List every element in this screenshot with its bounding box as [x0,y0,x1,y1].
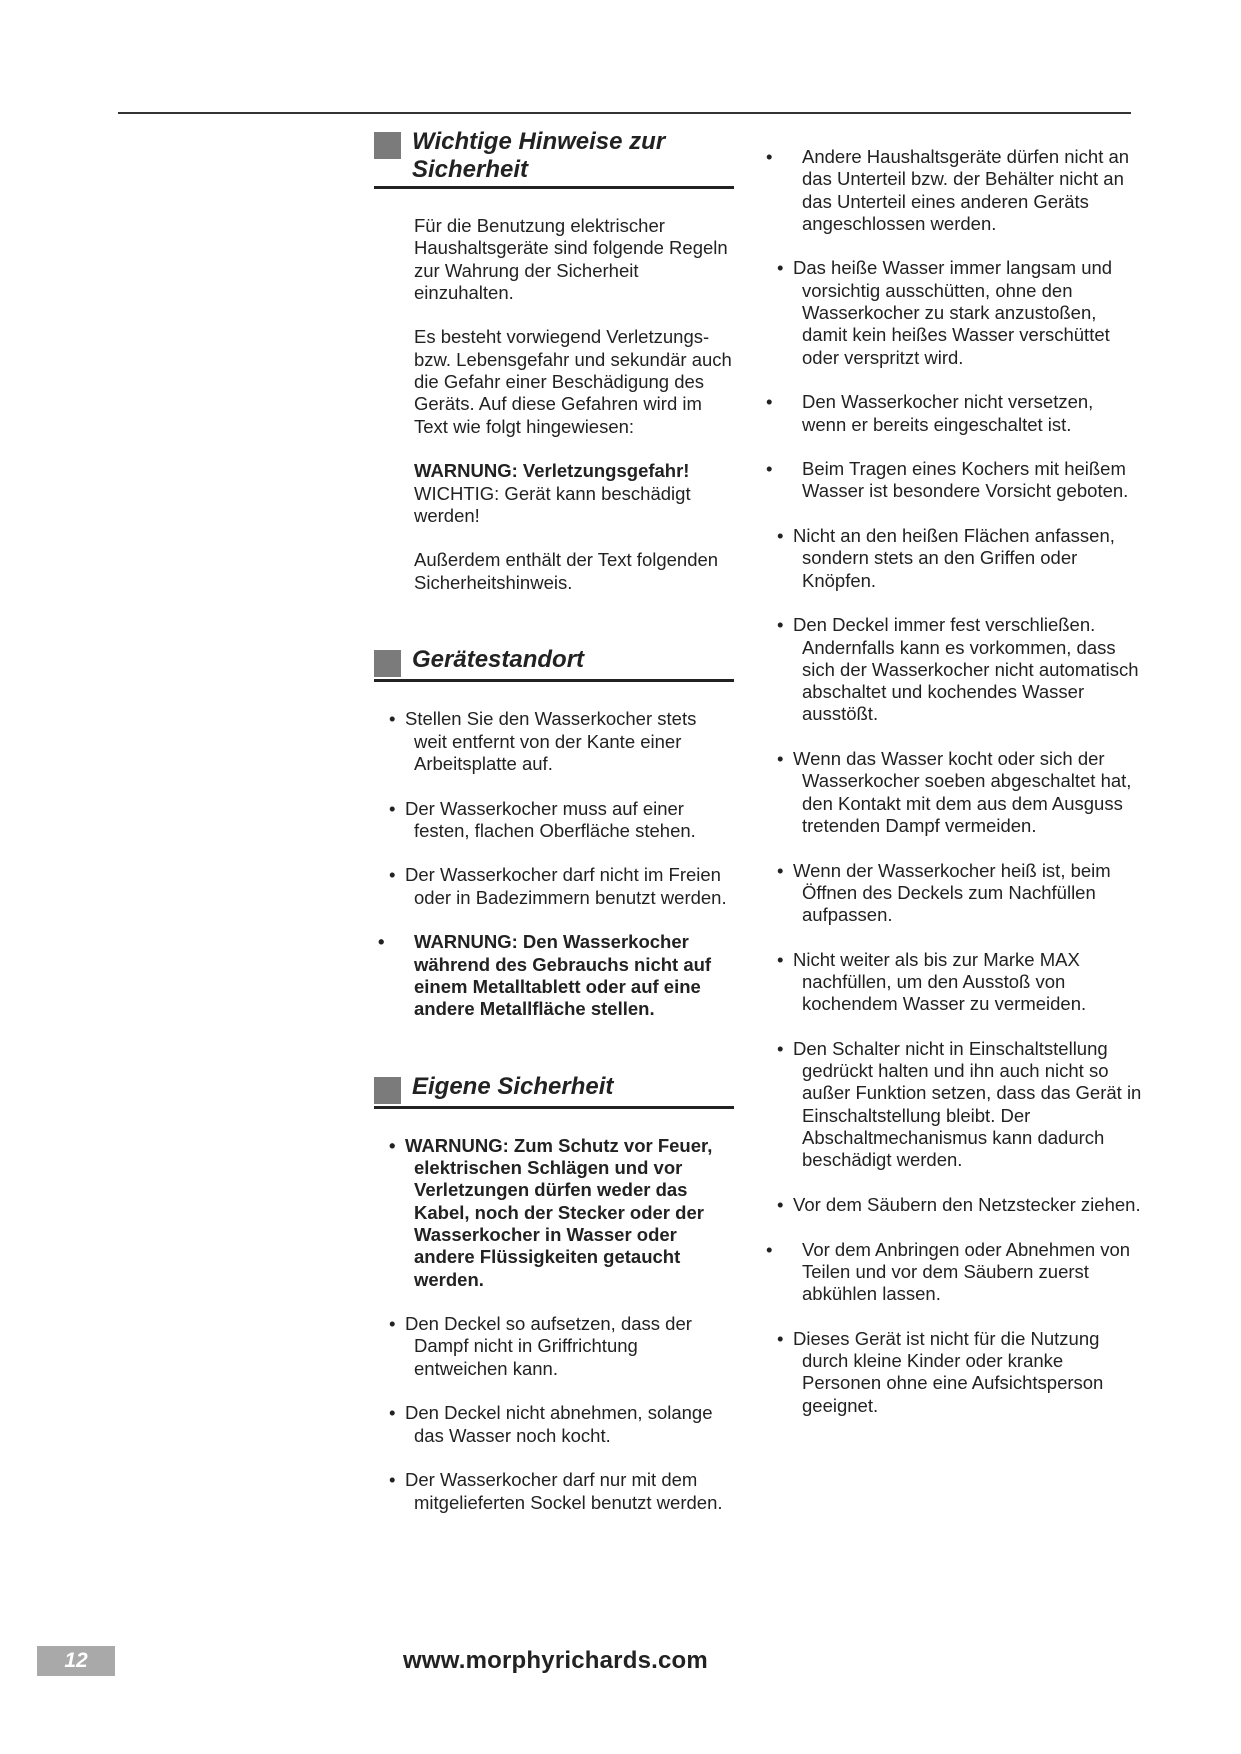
additional-paragraph: Außerdem enthält der Text folgenden Sicherheitshinweis. [414,549,719,593]
heading-square-icon [374,1077,401,1104]
list-item: • Wenn der Wasserkocher heiß ist, beim Öffnen des Deckels zum Nachfüllen aufpassen. [762,860,1142,927]
list-item: • Den Wasserkocher nicht versetzen, wenn er bereits eingeschaltet ist. [762,391,1142,436]
list-item: • Der Wasserkocher darf nur mit dem mitgelieferten Sockel benutzt werden. [374,1469,734,1514]
heading-square-icon [374,650,401,677]
list-item: • Der Wasserkocher muss auf einer festen, flachen Oberfläche stehen. [374,798,734,843]
list-item: • Wenn das Wasser kocht oder sich der Wasserkocher soeben abgeschaltet hat, den Kontakt mit dem aus dem Ausguss tretenden Dampf vermeiden. [762,748,1142,837]
intro-paragraph: Für die Benutzung elektrischer Haushaltsgeräte sind folgende Regeln zur Wahrung der Sicherheit einzuhalten. [414,215,728,303]
list-item: • Stellen Sie den Wasserkocher stets weit entfernt von der Kante einer Arbeitsplatte auf. [374,708,734,775]
section-heading-safety [374,128,734,189]
list-item-warning: • WARNUNG: Den Wasserkocher während des Gebrauchs nicht auf einem Metalltablett oder auf eine andere Metallfläche stellen. [374,931,734,1020]
list-item: • Nicht an den heißen Flächen anfassen, sondern stets an den Griffen oder Knöpfen. [762,525,1142,592]
heading-square-icon [374,132,401,159]
warning-legend [414,460,734,527]
right-column [762,146,1142,1439]
list-item: • Vor dem Anbringen oder Abnehmen von Teilen und vor dem Säubern zuerst abkühlen lassen. [762,1239,1142,1306]
list-item: • Der Wasserkocher darf nicht im Freien oder in Badezimmern benutzt werden. [374,864,734,909]
page-number: 12 [37,1646,115,1676]
footer-url[interactable]: www.morphyrichards.com [403,1647,708,1674]
heading-title: Eigene Sicherheit [412,1072,614,1100]
list-item: • Dieses Gerät ist nicht für die Nutzung durch kleine Kinder oder kranke Personen ohne eine Aufsichtsperson geeignet. [762,1328,1142,1417]
top-rule [118,112,1131,114]
warning-label: WARNUNG: Verletzungsgefahr! [414,460,690,482]
list-item: • Andere Haushaltsgeräte dürfen nicht an das Unterteil bzw. der Behälter nicht an das Unterteil eines anderen Geräts angeschlossen werden. [762,146,1142,235]
list-item: • Den Schalter nicht in Einschaltstellung gedrückt halten und ihn auch nicht so außer Funktion setzen, dass das Gerät in Einschaltstellung bleibt. Der Abschaltmechanismus kann dadurch beschädigt werden. [762,1038,1142,1172]
heading-title: Gerätestandort [412,646,585,674]
list-item: • Das heiße Wasser immer langsam und vorsichtig ausschütten, ohne den Wasserkocher zu stark anzustoßen, damit kein heißes Wasser verschüttet oder verspritzt wird. [762,257,1142,368]
heading-title: Wichtige Hinweise zur Sicherheit [412,128,666,183]
list-item-warning: • WARNUNG: Zum Schutz vor Feuer, elektrischen Schlägen und vor Verletzungen dürfen weder das Kabel, noch der Stecker oder der Wasserkocher in Wasser oder andere Flüssigkeiten getaucht werden. [374,1135,734,1291]
section-heading-location [374,646,734,682]
list-item: • Den Deckel so aufsetzen, dass der Dampf nicht in Griffrichtung entweichen kann. [374,1313,734,1380]
list-item: • Vor dem Säubern den Netzstecker ziehen. [762,1194,1142,1216]
section-heading-personal [374,1073,734,1109]
list-item: • Beim Tragen eines Kochers mit heißem Wasser ist besondere Vorsicht geboten. [762,458,1142,503]
list-item: • Den Deckel nicht abnehmen, solange das Wasser noch kocht. [374,1402,734,1447]
list-item: • Nicht weiter als bis zur Marke MAX nachfüllen, um den Ausstoß von kochendem Wasser zu vermeiden. [762,949,1142,1016]
left-column [374,128,734,1536]
list-item: • Den Deckel immer fest verschließen. Andernfalls kann es vorkommen, dass sich der Wasserkocher nicht automatisch abschaltet und kochendes Wasser ausstößt. [762,614,1142,725]
risk-paragraph: Es besteht vorwiegend Verletzungs-bzw. Lebensgefahr und sekundär auch die Gefahr einer Beschädigung des Geräts. Auf diese Gefahren wird im Text wie folgt hingewiesen: [414,326,732,437]
important-label: WICHTIG: Gerät kann beschädigt werden! [414,482,691,526]
